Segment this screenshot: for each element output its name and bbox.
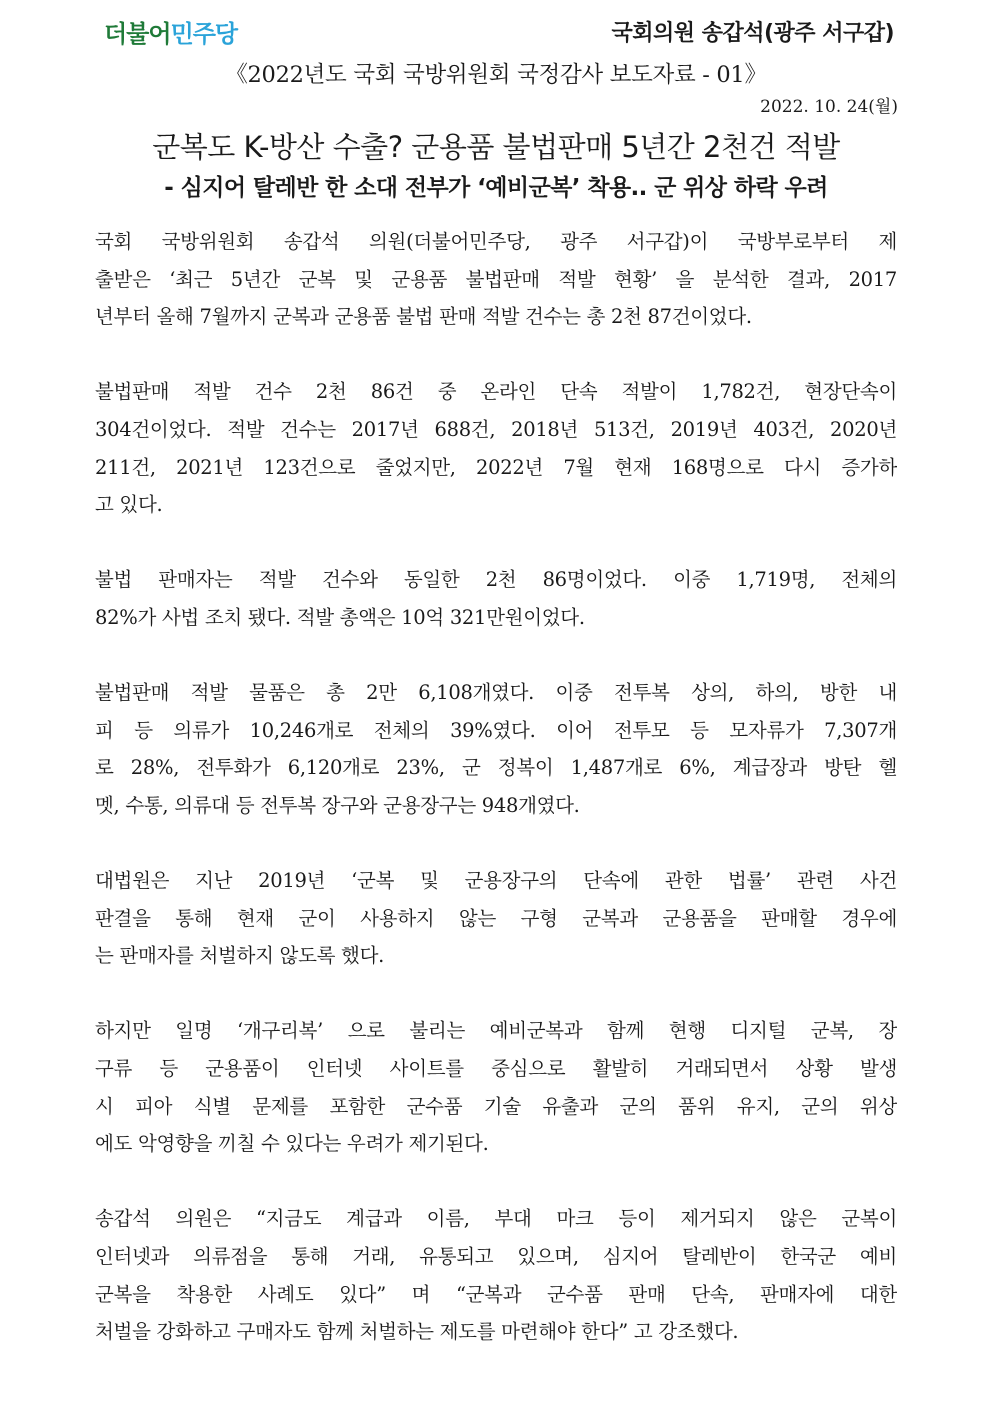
paragraph-gap (95, 1163, 897, 1201)
paragraph-line: 처벌을 강화하고 구매자도 함께 처벌하는 제도를 마련해야 한다” 고 강조했다. (95, 1320, 739, 1344)
paragraph-line: 82%가 사법 조치 됐다. 적발 총액은 10억 321만원이었다. (95, 605, 585, 629)
paragraph-gap (95, 825, 897, 863)
paragraph-gap (95, 975, 897, 1013)
paragraph (95, 862, 897, 975)
paragraph-line: 멧, 수통, 의류대 등 전투복 장구와 군용장구는 948개였다. (95, 793, 580, 817)
paragraph-line: 송갑석 의원은 “지금도 계급과 이름, 부대 마크 등이 제거되지 않은 군복이 (95, 1207, 897, 1231)
paragraph (95, 223, 897, 336)
paragraph-gap (95, 637, 897, 675)
subheadline: - 심지어 탈레반 한 소대 전부가 ‘예비군복’ 착용.. 군 위상 하락 우려 (164, 175, 828, 201)
paragraph-line: 는 판매자를 처벌하지 않도록 했다. (95, 944, 385, 968)
paragraph-line: 인터넷과 의류점을 통해 거래, 유통되고 있으며, 심지어 탈레반이 한국군 예비 (95, 1245, 897, 1269)
paragraph-line: 304건이었다. 적발 건수는 2017년 688건, 2018년 513건, 2019년 403건, 2020년 (95, 417, 897, 441)
series-title: 《2022년도 국회 국방위원회 국정감사 보도자료 - 01》 (225, 62, 767, 88)
headline: 군복도 K-방산 수출? 군용품 불법판매 5년간 2천건 적발 (152, 130, 840, 164)
paragraph-line: 불법 판매자는 적발 건수와 동일한 2천 86명이었다. 이중 1,719명, 전체의 (95, 568, 897, 592)
paragraph-line: 에도 악영향을 끼칠 수 있다는 우려가 제기된다. (95, 1132, 489, 1156)
paragraph-line: 출받은 ‘최근 5년간 군복 및 군용품 불법판매 적발 현황’ 을 분석한 결과, 2017 (95, 267, 897, 291)
party-logo-part1: 더불어 (104, 20, 171, 48)
paragraph (95, 674, 897, 824)
paragraph-line: 시 피아 식별 문제를 포함한 군수품 기술 유출과 군의 품위 유지, 군의 위상 (95, 1094, 897, 1118)
paragraph-gap (95, 524, 897, 562)
paragraph-line: 불법판매 적발 물품은 총 2만 6,108개였다. 이중 전투복 상의, 하의, 방한 내 (95, 681, 897, 705)
paragraph-line: 군복을 착용한 사례도 있다” 며 “군복과 군수품 판매 단속, 판매자에 대한 (95, 1282, 897, 1306)
paragraph-line: 구류 등 군용품이 인터넷 사이트를 중심으로 활발히 거래되면서 상황 발생 (95, 1057, 897, 1081)
paragraph-line: 년부터 올해 7월까지 군복과 군용품 불법 판매 적발 건수는 총 2천 87건이었다. (95, 305, 752, 329)
party-logo (104, 19, 237, 49)
paragraph (95, 1012, 897, 1162)
paragraph-gap (95, 336, 897, 374)
release-date: 2022. 10. 24(월) (760, 97, 898, 117)
paragraph-line: 하지만 일명 ‘개구리복’ 으로 불리는 예비군복과 함께 현행 디지털 군복, 장 (95, 1019, 897, 1043)
paragraph (95, 561, 897, 636)
paragraph-line: 불법판매 적발 건수 2천 86건 중 온라인 단속 적발이 1,782건, 현장단속이 (95, 380, 897, 404)
paragraph-line: 고 있다. (95, 493, 163, 517)
party-logo-part2: 민주당 (170, 20, 238, 48)
paragraph-line: 국회 국방위원회 송갑석 의원(더불어민주당, 광주 서구갑)이 국방부로부터 제 (95, 230, 897, 253)
paragraph (95, 1200, 897, 1350)
article-body (95, 223, 897, 1351)
paragraph-line: 211건, 2021년 123건으로 줄었지만, 2022년 7월 현재 168명으로 다시 증가하 (95, 455, 897, 479)
paragraph-line: 로 28%, 전투화가 6,120개로 23%, 군 정복이 1,487개로 6%, 계급장과 방탄 헬 (95, 756, 897, 780)
member-name: 국회의원 송갑석(광주 서구갑) (611, 21, 894, 46)
paragraph-line: 대법원은 지난 2019년 ‘군복 및 군용장구의 단속에 관한 법률’ 관련 사건 (95, 869, 897, 893)
paragraph-line: 판결을 통해 현재 군이 사용하지 않는 구형 군복과 군용품을 판매할 경우에 (95, 906, 897, 930)
paragraph (95, 373, 897, 523)
paragraph-line: 피 등 의류가 10,246개로 전체의 39%였다. 이어 전투모 등 모자류가 7,307개 (95, 718, 897, 742)
